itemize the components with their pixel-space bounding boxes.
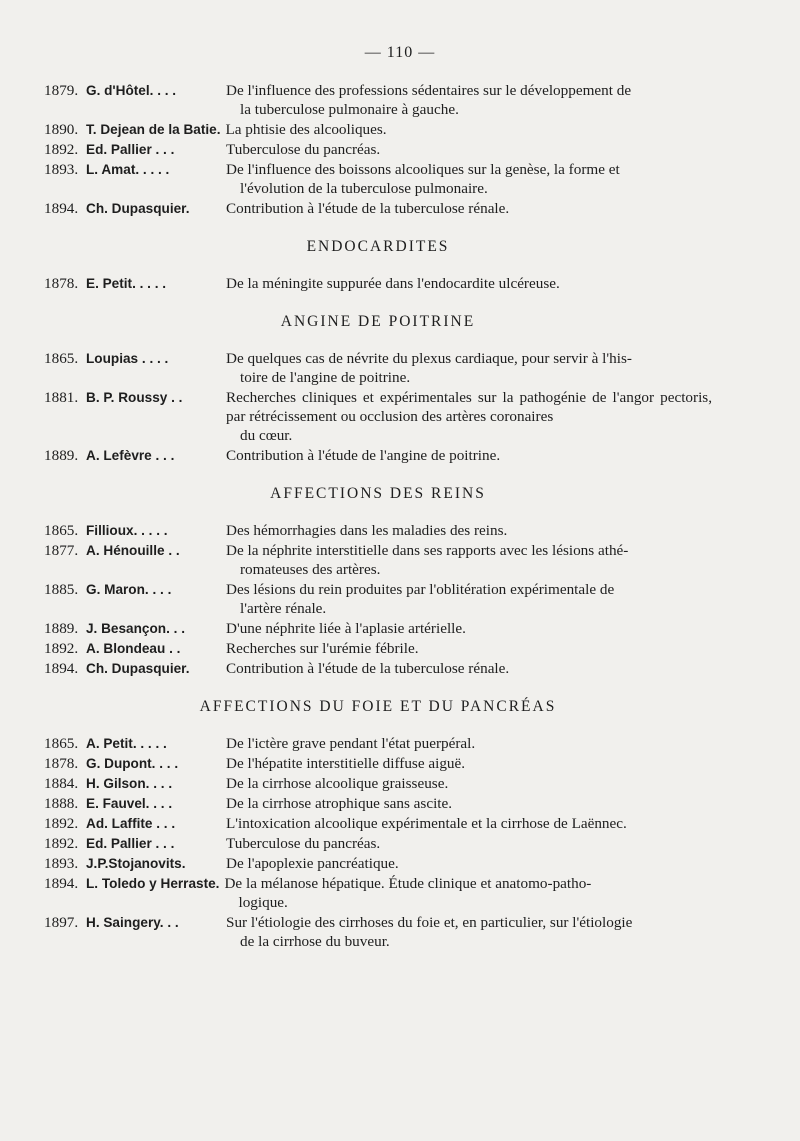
entry-title-continuation: la tuberculose pulmonaire à gauche.: [240, 101, 459, 118]
entry-year: 1897.: [44, 914, 79, 931]
entry-title: Tuberculose du pancréas.: [226, 835, 381, 852]
entry-title-block: [226, 160, 712, 198]
entry-title: De l'influence des boissons alcooliques sur la genèse, la forme et: [226, 161, 620, 178]
entry-title-block: [226, 659, 712, 678]
entry-title-block: [226, 639, 712, 658]
bibliography-entry: [44, 834, 712, 853]
entry-title: Contribution à l'étude de la tuberculose rénale.: [226, 660, 510, 677]
entry-author: T. Dejean de la Batie.: [86, 122, 221, 137]
bibliography-entry: [44, 639, 712, 658]
entry-author: Ad. Laffite . . .: [86, 816, 176, 831]
entry-title: De l'apoplexie pancréatique.: [226, 855, 399, 872]
bibliography-entry: [44, 913, 712, 951]
entry-title: D'une néphrite liée à l'aplasie artérielle.: [226, 620, 466, 637]
entry-title-block: [225, 120, 712, 139]
entry-author: Loupias . . . .: [86, 351, 169, 366]
entry-title-block: [226, 794, 712, 813]
entry-title: Des lésions du rein produites par l'oblitération expérimentale de: [226, 581, 615, 598]
entry-author: A. Lefèvre . . .: [86, 448, 175, 463]
entry-author: A. Petit. . . . .: [86, 736, 167, 751]
entry-title-block: [226, 834, 712, 853]
entry-year: 1892.: [44, 815, 79, 832]
entry-year: 1885.: [44, 581, 79, 598]
entry-year: 1865.: [44, 350, 79, 367]
entry-title: Des hémorrhagies dans les maladies des reins.: [226, 522, 508, 539]
entry-title: Contribution à l'étude de l'angine de poitrine.: [226, 447, 501, 464]
entry-title: Contribution à l'étude de la tuberculose rénale.: [226, 200, 510, 217]
entry-title-block: [226, 81, 712, 119]
entry-title-block: [226, 140, 712, 159]
entry-title-continuation: logique.: [238, 894, 288, 911]
entry-year: 1889.: [44, 620, 79, 637]
entry-title: De l'influence des professions sédentaires sur le développement de: [226, 82, 632, 99]
entry-title-continuation: l'artère rénale.: [240, 600, 327, 617]
entry-author: G. d'Hôtel. . . .: [86, 83, 177, 98]
bibliography-entry: [44, 774, 712, 793]
entry-author: E. Petit. . . . .: [86, 276, 167, 291]
entry-author: G. Maron. . . .: [86, 582, 172, 597]
entry-title-block: [226, 580, 712, 618]
entry-title: Recherches cliniques et expérimentales sur la pathogénie de l'angor pectoris, par rétrécissement ou occlusion des artères coronaires: [226, 389, 712, 425]
entry-title: La phtisie des alcooliques.: [225, 121, 387, 138]
entry-title-block: [226, 388, 712, 445]
section-heading: ANGINE DE POITRINE: [280, 313, 476, 330]
entry-title: Sur l'étiologie des cirrhoses du foie et, en particulier, sur l'étiologie: [226, 914, 633, 931]
entry-title: De la cirrhose alcoolique graisseuse.: [226, 775, 449, 792]
entry-author: Ch. Dupasquier.: [86, 201, 190, 216]
bibliography-entry: [44, 120, 712, 139]
bibliography-entry: [44, 521, 712, 540]
entry-year: 1890.: [44, 121, 79, 138]
entry-author: L. Toledo y Herraste.: [86, 876, 220, 891]
entry-year: 1889.: [44, 447, 79, 464]
entry-author: Ed. Pallier . . .: [86, 142, 175, 157]
bibliography-entry: [44, 541, 712, 579]
entry-year: 1894.: [44, 660, 79, 677]
entry-title-block: [226, 854, 712, 873]
entry-title: De la mélanose hépatique. Étude clinique et anatomo-patho-: [224, 875, 592, 892]
entry-title-block: [226, 774, 712, 793]
entry-title-continuation: l'évolution de la tuberculose pulmonaire.: [240, 180, 488, 197]
entry-author: H. Saingery. . .: [86, 915, 179, 930]
bibliography-entry: [44, 446, 712, 465]
bibliography-entry: [44, 140, 712, 159]
entry-author: Ch. Dupasquier.: [86, 661, 190, 676]
bibliography-entry: [44, 199, 712, 218]
page-number: — 110 —: [364, 44, 436, 61]
entry-title: De la néphrite interstitielle dans ses rapports avec les lésions athé-: [226, 542, 629, 559]
entry-author: J.P.Stojanovits.: [86, 856, 186, 871]
entry-author: G. Dupont. . . .: [86, 756, 179, 771]
entry-year: 1881.: [44, 389, 79, 406]
entry-year: 1878.: [44, 275, 79, 292]
entry-author: B. P. Roussy . .: [86, 390, 183, 405]
entry-title-block: [224, 874, 712, 912]
entry-year: 1888.: [44, 795, 79, 812]
entry-year: 1893.: [44, 855, 79, 872]
entry-title-block: [226, 446, 712, 465]
entry-author: Fillioux. . . . .: [86, 523, 168, 538]
entry-title-block: [226, 199, 712, 218]
entry-year: 1892.: [44, 141, 79, 158]
entry-title: De quelques cas de névrite du plexus cardiaque, pour servir à l'his-: [226, 350, 632, 367]
entry-title-continuation: du cœur.: [240, 427, 293, 444]
entry-year: 1878.: [44, 755, 79, 772]
entry-title-block: [226, 734, 712, 753]
entry-author: A. Blondeau . .: [86, 641, 181, 656]
entry-author: A. Hénouille . .: [86, 543, 180, 558]
bibliography-entry: [44, 619, 712, 638]
entry-title: Tuberculose du pancréas.: [226, 141, 381, 158]
entry-title-block: [226, 754, 712, 773]
entry-title: Recherches sur l'urémie fébrile.: [226, 640, 419, 657]
bibliography-entry: [44, 580, 712, 618]
entry-title-block: [226, 913, 712, 951]
entry-author: E. Fauvel. . . .: [86, 796, 173, 811]
entry-title: De l'ictère grave pendant l'état puerpéral.: [226, 735, 476, 752]
entry-title-continuation: de la cirrhose du buveur.: [240, 933, 390, 950]
entry-title-block: [226, 541, 712, 579]
section-heading: ENDOCARDITES: [306, 238, 450, 255]
bibliography-entry: [44, 160, 712, 198]
entry-year: 1893.: [44, 161, 79, 178]
entry-year: 1865.: [44, 735, 79, 752]
bibliography-content: [44, 81, 712, 952]
entry-title: De la méningite suppurée dans l'endocardite ulcéreuse.: [226, 275, 560, 292]
entry-year: 1865.: [44, 522, 79, 539]
entry-title: L'intoxication alcoolique expérimentale et la cirrhose de Laënnec.: [226, 815, 627, 832]
bibliography-entry: [44, 794, 712, 813]
bibliography-entry: [44, 81, 712, 119]
entry-title: De l'hépatite interstitielle diffuse aiguë.: [226, 755, 466, 772]
entry-year: 1877.: [44, 542, 79, 559]
entry-title-block: [226, 349, 712, 387]
entry-author: J. Besançon. . .: [86, 621, 185, 636]
entry-title-continuation: toire de l'angine de poitrine.: [240, 369, 411, 386]
bibliography-entry: [44, 734, 712, 753]
entry-title-continuation: romateuses des artères.: [240, 561, 381, 578]
bibliography-entry: [44, 874, 712, 912]
bibliography-entry: [44, 754, 712, 773]
entry-year: 1884.: [44, 775, 79, 792]
entry-author: L. Amat. . . . .: [86, 162, 170, 177]
section-heading: AFFECTIONS DES REINS: [270, 485, 486, 502]
entry-title-block: [226, 619, 712, 638]
entry-year: 1892.: [44, 835, 79, 852]
bibliography-entry: [44, 854, 712, 873]
bibliography-entry: [44, 659, 712, 678]
entry-author: Ed. Pallier . . .: [86, 836, 175, 851]
section-heading: AFFECTIONS DU FOIE ET DU PANCRÉAS: [199, 698, 557, 715]
entry-author: H. Gilson. . . .: [86, 776, 173, 791]
entry-title: De la cirrhose atrophique sans ascite.: [226, 795, 453, 812]
entry-title-block: [226, 521, 712, 540]
entry-title-block: [226, 274, 712, 293]
bibliography-entry: [44, 814, 712, 833]
entry-year: 1879.: [44, 82, 79, 99]
bibliography-entry: [44, 274, 712, 293]
bibliography-entry: [44, 388, 712, 445]
entry-year: 1892.: [44, 640, 79, 657]
entry-year: 1894.: [44, 200, 79, 217]
bibliography-entry: [44, 349, 712, 387]
entry-year: 1894.: [44, 875, 79, 892]
entry-title-block: [226, 814, 712, 833]
